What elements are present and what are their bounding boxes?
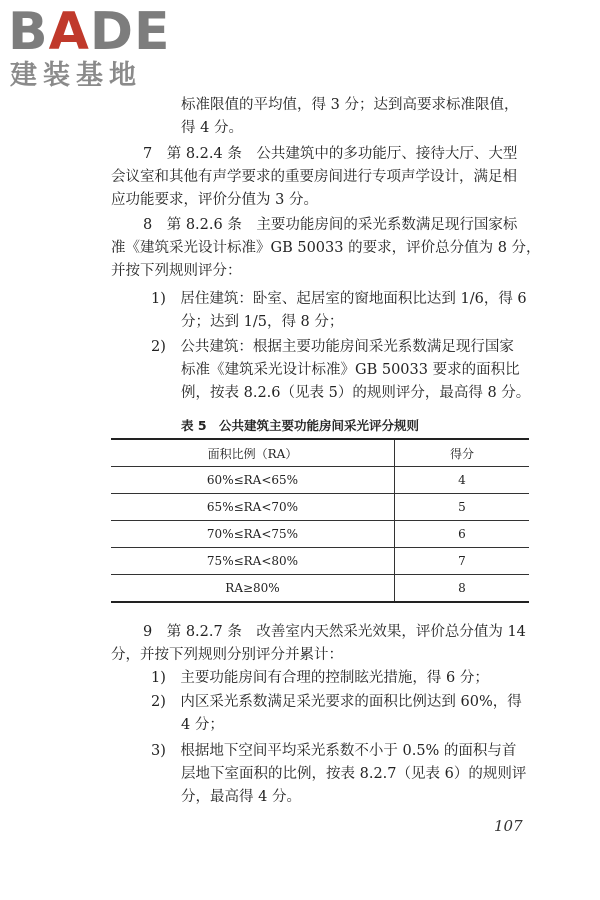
table-row	[111, 575, 529, 603]
table-header-cell: 得分	[395, 439, 530, 467]
clause-8-heading: 8 第 8.2.6 条 主要功能房间的采光系数满足现行国家标	[143, 217, 518, 233]
text-line: 分，并按下列规则分别评分并累计：	[111, 647, 343, 663]
table-row	[111, 494, 529, 521]
text-line: 会议室和其他有声学要求的重要房间进行专项声学设计，满足相	[111, 169, 517, 185]
text-line: 分；达到 1/5，得 8 分；	[181, 314, 344, 330]
table-cell: 7	[395, 548, 530, 575]
text-line: 4 分；	[181, 717, 224, 733]
table-cell: RA≥80%	[111, 575, 395, 603]
list-item: 2) 公共建筑：根据主要功能房间采光系数满足现行国家	[151, 339, 514, 355]
logo-brand-subtitle: 建装基地	[10, 60, 142, 91]
logo-brand-word: BADE	[8, 2, 171, 62]
table-header-cell: 面积比例（RA）	[111, 439, 395, 467]
text-line: 分，最高得 4 分。	[181, 789, 301, 805]
table-row	[111, 467, 529, 494]
table-cell: 5	[395, 494, 530, 521]
list-item: 2) 内区采光系数满足采光要求的面积比例达到 60%，得	[151, 694, 522, 710]
list-item: 1) 主要功能房间有合理的控制眩光措施，得 6 分；	[151, 670, 489, 686]
table-row	[111, 521, 529, 548]
text-line: 并按下列规则评分：	[111, 263, 242, 279]
clause-7-heading: 7 第 8.2.4 条 公共建筑中的多功能厅、接待大厅、大型	[143, 146, 518, 162]
table-cell: 4	[395, 467, 530, 494]
table-cell: 65%≤RA<70%	[111, 494, 395, 521]
text-line: 标准限值的平均值，得 3 分；达到高要求标准限值，	[181, 97, 519, 113]
text-line: 标准《建筑采光设计标准》GB 50033 要求的面积比	[181, 362, 520, 378]
table-cell: 70%≤RA<75%	[111, 521, 395, 548]
table-cell: 60%≤RA<65%	[111, 467, 395, 494]
text-line: 得 4 分。	[181, 120, 243, 136]
table-cell: 8	[395, 575, 530, 603]
watermark-logo	[6, 2, 176, 92]
table-5-caption: 表 5 公共建筑主要功能房间采光评分规则	[180, 418, 420, 433]
table-header-row	[111, 439, 529, 467]
text-line: 应功能要求，评价分值为 3 分。	[111, 192, 318, 208]
text-line: 例，按表 8.2.6（见表 5）的规则评分，最高得 8 分。	[181, 385, 531, 401]
list-item: 3) 根据地下空间平均采光系数不小于 0.5% 的面积与首	[151, 743, 517, 759]
table-cell: 75%≤RA<80%	[111, 548, 395, 575]
text-line: 层地下室面积的比例，按表 8.2.7（见表 6）的规则评	[181, 766, 527, 782]
list-item: 1) 居住建筑：卧室、起居室的窗地面积比达到 1/6，得 6	[151, 291, 527, 307]
page-number: 107	[494, 817, 523, 835]
text-line: 准《建筑采光设计标准》GB 50033 的要求，评价总分值为 8 分，	[111, 240, 541, 256]
table-5	[111, 438, 529, 603]
table-cell: 6	[395, 521, 530, 548]
clause-9-heading: 9 第 8.2.7 条 改善室内天然采光效果，评价总分值为 14	[143, 624, 526, 640]
table-row	[111, 548, 529, 575]
